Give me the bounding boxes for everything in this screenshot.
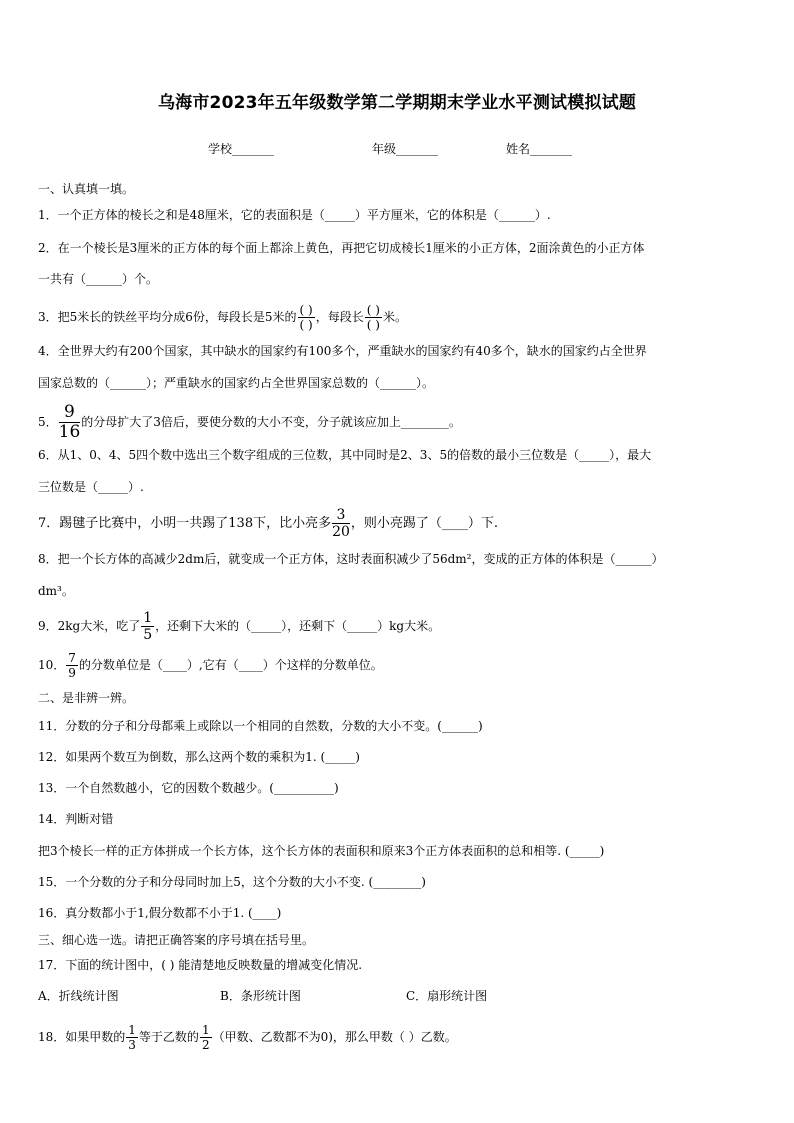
- school-field: 学校_______: [208, 142, 275, 156]
- question-8-line-1: 8．把一个长方体的高减少2dm后，就变成一个正方体，这时表面积减少了56dm²，变成的正方体的体积是（______）: [38, 552, 664, 566]
- question-4-line-2: 国家总数的（______）；严重缺水的国家约占全世界国家总数的（______）。: [38, 376, 435, 390]
- question-6-line-1: 6．从1、0、4、5四个数中选出三个数字组成的三位数，其中同时是2、3、5的倍数的最小三位数是（_____），最大: [38, 448, 652, 462]
- question-6-line-2: 三位数是（_____）.: [38, 480, 144, 494]
- section-2-heading: 二、是非辨一辨。: [38, 691, 135, 705]
- question-17: 17．下面的统计图中，( ) 能清楚地反映数量的增减变化情况.: [38, 958, 363, 972]
- question-3-text-a: 3．把5米长的铁丝平均分成6份，每段长是5米的: [38, 310, 297, 324]
- question-4-line-1: 4．全世界大约有200个国家，其中缺水的国家约有100多个，严重缺水的国家约有40多个，缺水的国家约占全世界: [38, 344, 647, 358]
- fraction: $\frac{1}{2}$: [201, 1023, 210, 1052]
- fraction: $\frac{3}{20}$: [332, 507, 350, 540]
- question-10: 10． $\frac{7}{9}$ 的分数单位是（____）,它有（____）个这样的分数单位。: [38, 651, 383, 680]
- question-14-statement: 把3个棱长一样的正方体拼成一个长方体，这个长方体的表面积和原来3个正方体表面积的总和相等. (_____): [38, 844, 605, 858]
- question-3-text-b: ，每段长: [315, 310, 364, 324]
- question-2-line-2: 一共有（______）个。: [38, 272, 159, 286]
- name-field: 姓名_______: [506, 142, 573, 156]
- question-7: 7．踢毽子比赛中，小明一共踢了138下，比小亮多 $\frac{3}{20}$ ，则小亮踢了（____）下.: [38, 507, 499, 540]
- fraction: $\frac{9}{16}$: [58, 402, 81, 442]
- grade-field: 年级_______: [372, 142, 439, 156]
- page-title: 乌海市2023年五年级数学第二学期期末学业水平测试模拟试题: [157, 93, 637, 113]
- question-3-text-c: 米。: [382, 310, 407, 324]
- option-b: B．条形统计图: [220, 989, 301, 1003]
- question-12: 12．如果两个数互为倒数，那么这两个数的乘积为1. (_____): [38, 750, 360, 764]
- question-11: 11．分数的分子和分母都乘上或除以一个相同的自然数，分数的大小不变。(______): [38, 719, 483, 733]
- fraction: $\frac{1}{3}$: [128, 1023, 136, 1052]
- section-1-heading: 一、认真填一填。: [38, 182, 135, 196]
- question-9: 9．2kg大米，吃了 $\frac{1}{5}$ ，还剩下大米的（_____），还剩下（_____）kg大米。: [38, 610, 441, 643]
- question-13: 13．一个自然数越小，它的因数个数越少。(__________): [38, 781, 339, 795]
- section-3-heading: 三、细心选一选。请把正确答案的序号填在括号里。: [38, 933, 315, 947]
- question-2-line-1: 2．在一个棱长是3厘米的正方体的每个面上都涂上黄色，再把它切成棱长1厘米的小正方体，2面涂黄色的小正方体: [38, 241, 645, 255]
- fraction-blank: $\frac{( )}{( )}$: [366, 303, 380, 332]
- fraction-blank: $\frac{( )}{( )}$: [299, 303, 313, 332]
- fraction: $\frac{1}{5}$: [143, 610, 153, 643]
- question-16: 16．真分数都小于1,假分数都不小于1. (____): [38, 906, 282, 920]
- fraction: $\frac{7}{9}$: [68, 651, 76, 680]
- option-c: C．扇形统计图: [406, 989, 488, 1003]
- option-a: A．折线统计图: [38, 989, 119, 1003]
- question-8-line-2: dm³。: [38, 584, 74, 598]
- question-1: 1．一个正方体的棱长之和是48厘米，它的表面积是（_____）平方厘米，它的体积是（______）.: [38, 208, 551, 222]
- question-3: [38, 304, 407, 331]
- question-14: 14．判断对错: [38, 812, 114, 826]
- question-18: 18．如果甲数的 $\frac{1}{3}$ 等于乙数的 $\frac{1}{2}$ （甲数、乙数都不为0)，那么甲数（ ）乙数。: [38, 1023, 457, 1052]
- question-5: 5． $\frac{9}{16}$ 的分母扩大了3倍后，要使分数的大小不变，分子就该应加上________。: [38, 402, 461, 442]
- question-15: 15．一个分数的分子和分母同时加上5，这个分数的大小不变. (________): [38, 875, 426, 889]
